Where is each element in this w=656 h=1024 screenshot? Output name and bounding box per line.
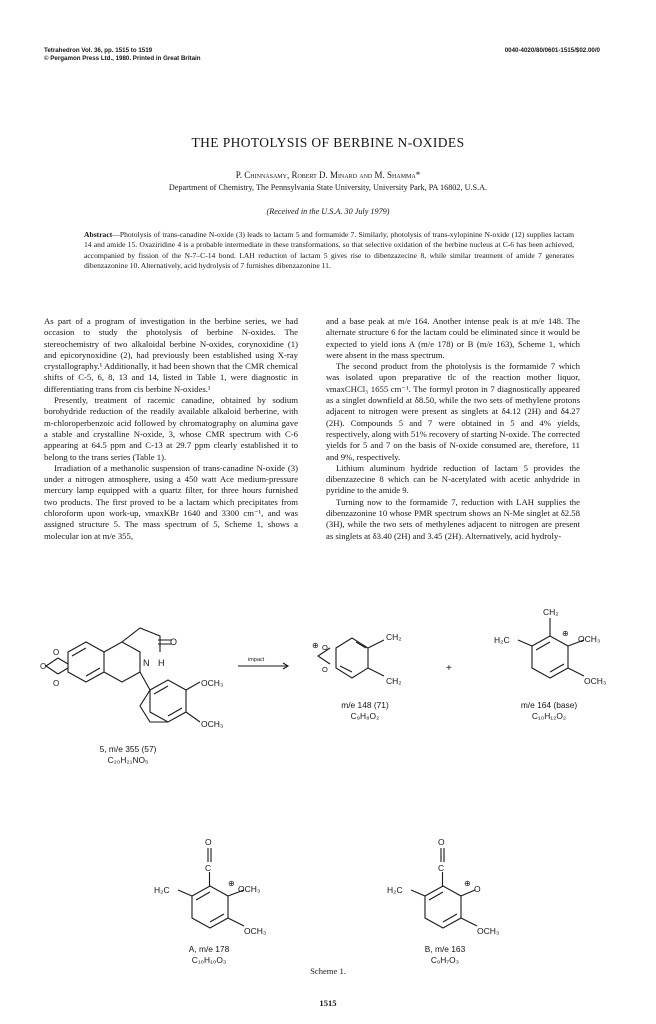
ion-formula: C₁₀H₁₂O₂ [531, 711, 567, 721]
atom-o: O [322, 665, 328, 674]
abstract-text: —Photolysis of trans-canadine N-oxide (3) leads to lactam 5 and formamide 7. Similarly, photolysis of trans-xylopinine N-oxide (12) supplies lactam 14 and amide 15. Oxaziridine 4 is a probable intermediate in these transformations, so that selective oxidation of the berbine nucleus at C-6 has been achieved, accompanied by fission of the N-7–C-14 bond. LAH reduction of lactam 5 gives rise to dibenzazecine 8, while similar treatment of amide 7 generates dibenzazonine 10. Alternatively, acid hydrolysis of 7 furnishes dibenzazonine 11. [84, 230, 574, 271]
methoxy-label: OCH₃ [238, 884, 261, 894]
ion-a-label [164, 944, 254, 966]
ion-148-label [320, 700, 410, 722]
article-code: 0040-4020/80/0601-1515/$02.00/0 [504, 47, 600, 54]
ion-a-structure [154, 837, 266, 936]
ion-name: A, m/e 178 [188, 944, 230, 954]
arrow-label: impact [248, 657, 265, 663]
paragraph: Lithium aluminum hydride reduction of lactam 5 provides the dibenzazecine 8 which can be N-acetylated with acetic anhydride in pyridine to the amide 9. [326, 462, 580, 496]
atom-o: O [322, 643, 328, 652]
atom-c: C [205, 863, 212, 873]
atom-o: O [53, 648, 60, 657]
methoxy-label: OCH₃ [201, 719, 224, 729]
reaction-arrow [238, 657, 288, 669]
methylene-label: CH₂ [386, 632, 402, 642]
ion-name: m/e 148 (71) [341, 700, 389, 710]
paper-title: THE PHOTOLYSIS OF BERBINE N-OXIDES [191, 135, 465, 150]
atom-h: H [158, 658, 165, 668]
methoxy-label: OCH₃ [584, 676, 607, 686]
charge-plus: ⊕ [562, 629, 569, 638]
received-date: (Received in the U.S.A. 30 July 1979) [266, 207, 390, 216]
atom-n: N [143, 658, 150, 668]
atom-o: O [438, 837, 445, 847]
paragraph: Presently, treatment of racemic canadine, obtained by sodium borohydride reduction of the readily available alkaloid berberine, with m-chloroperbenzoic acid followed by chromatography on alumina gave a stable and crystalline N-oxide, 3, whose CMR spectrum with C-6 appearing at 64.5 ppm and C-13 at 29.7 ppm clearly established it to belong to the trans series (Table 1). [44, 395, 298, 462]
methylene-label: CH₂ [543, 607, 559, 617]
compound-5-label [78, 744, 178, 766]
ion-name: m/e 164 (base) [520, 700, 578, 710]
methoxy-label: OCH₃ [477, 926, 500, 936]
paragraph: Turning now to the formamide 7, reduction with LAH supplies the dibenzazonine 10 whose PMR spectrum shows an N-Me singlet at δ2.58 (3H), while the two sets of methylenes adjacent to nitrogen are present as singlets at δ3.40 (2H) and 3.45 (2H). Alternatively, acid hydroly- [326, 496, 580, 541]
h2c-label: H₂C [154, 885, 170, 895]
methoxy-label: OCH₃ [244, 926, 267, 936]
abstract-label: Abstract [84, 230, 113, 239]
plus-sign: + [446, 663, 452, 674]
ion-name: B, m/e 163 [424, 944, 466, 954]
paragraph: and a base peak at m/e 164. Another intense peak is at m/e 148. The alternate structure 6 for the lactam could be eliminated since it would be expected to yield ions A (m/e 178) or B (m/e 163), Scheme 1, which were absent in the mass spectrum. [326, 316, 580, 360]
ion-164-label [494, 700, 604, 722]
atom-o: O [40, 662, 47, 671]
methoxy-label: OCH₃ [201, 678, 224, 688]
ion-b-structure [387, 837, 499, 936]
methylene-label: CH₂ [386, 676, 402, 686]
h2c-label: H₂C [387, 885, 403, 895]
atom-c: C [438, 863, 445, 873]
ion-formula: C₉H₈O₂ [350, 711, 380, 721]
paragraph: Irradiation of a methanolic suspension of trans-canadine N-oxide (3) under a nitrogen atmosphere, using a 450 watt Ace medium-pressure mercury lamp equipped with a quartz filter, for three hours furnished two products. The first proved to be a lactam which precipitates from chloroform upon work-up, νmaxKBr 1640 and 3300 cm⁻¹, and was assigned structure 5. The mass spectrum of 5, Scheme 1, shows a molecular ion at m/e 355, [44, 462, 298, 541]
h2c-label: H₂C [494, 635, 510, 645]
scheme-caption: Scheme 1. [310, 966, 346, 976]
journal-line: Tetrahedron Vol. 36, pp. 1515 to 1519 [44, 47, 153, 54]
compound-formula: C₂₀H₂₁NO₅ [107, 755, 149, 765]
paragraph: As part of a program of investigation in the berbine series, we had occasion to study the photolysis of berbine N-oxides. The stereochemistry of two alkaloidal berbine N-oxides, corynoxidine (1) and epicorynoxidine (2), had previously been established using X-ray crystallography.¹ Additionally, it had been shown that the CMR chemical shifts of C-5, 6, 8, 13 and 14, listed in Table 1, were diagnostic in differentiating trans from cis berbine N-oxides.¹ [44, 316, 298, 394]
ion-164-structure [494, 607, 606, 686]
compound-name: 5, m/e 355 (57) [99, 744, 157, 754]
atom-o: O [170, 637, 178, 647]
atom-o: O [474, 884, 481, 894]
charge-plus: ⊕ [228, 879, 235, 888]
compound-5-structure [40, 628, 223, 729]
methoxy-label: OCH₃ [578, 634, 601, 644]
author-list: P. Chinnasamy, Robert D. Minard and M. Shamma* [235, 170, 421, 180]
press-line: © Pergamon Press Ltd., 1980. Printed in Great Britain [44, 55, 201, 62]
affiliation: Department of Chemistry, The Pennsylvania State University, University Park, PA 16802, U.S.A. [168, 183, 488, 192]
atom-o: O [205, 837, 212, 847]
charge-plus: ⊕ [464, 879, 471, 888]
ion-148-structure [312, 632, 402, 686]
atom-o: O [53, 679, 60, 688]
ion-b-label [400, 944, 490, 966]
page-number: 1515 [319, 998, 337, 1008]
ion-formula: C₁₀H₁₀O₃ [191, 955, 227, 965]
charge-plus: ⊕ [312, 641, 319, 650]
paragraph: The second product from the photolysis is the formamide 7 which was isolated upon preparative tlc of the reaction mother liquor, νmaxCHCl₃ 1655 cm⁻¹. The formyl proton in 7 diagnostically appeared as a singlet downfield at δ8.50, while the two sets of methylene protons adjacent to nitrogen were present as singlets at δ4.12 (2H) and δ4.27 (2H). Compounds 5 and 7 were obtained in 5 and 4% yields, respectively, along with 51% recovery of starting N-oxide. The corrected yields for 5 and 7 on the basis of N-oxide consumed are, therefore, 11 and 9%, respectively. [326, 361, 580, 462]
ion-formula: C₉H₇O₃ [430, 955, 460, 965]
